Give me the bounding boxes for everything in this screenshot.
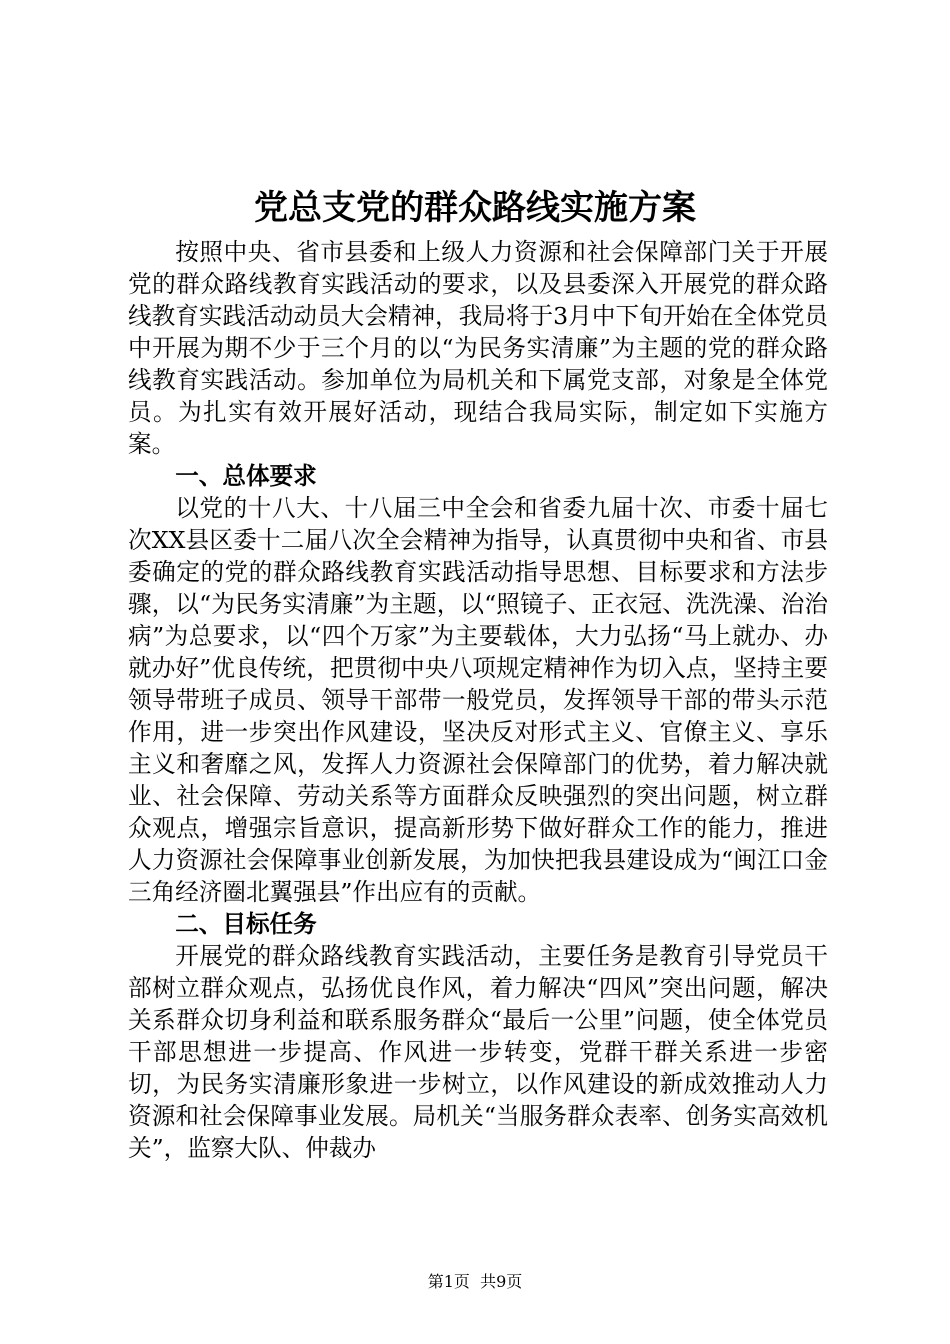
section-heading-general-requirements: 一、总体要求: [175, 462, 317, 490]
document-title: 党总支党的群众路线实施方案: [254, 188, 696, 228]
document-body: [128, 236, 828, 1164]
goals-tasks-paragraph: 开展党的群众路线教育实践活动，主要任务是教育引导党员干部树立群众观点，弘扬优良作风，着力解决“四风”突出问题，解决关系群众切身利益和联系服务群众“最后一公里”问题，使全体党员干部思想进一步提高、作风进一步转变，党群干群关系进一步密切，为民务实清廉形象进一步树立，以作风建设的新成效推动人力资源和社会保障事业发展。局机关“当服务群众表率、创务实高效机关”，监察大队、仲裁办: [128, 942, 828, 1162]
intro-paragraph: 按照中央、省市县委和上级人力资源和社会保障部门关于开展党的群众路线教育实践活动的要求，以及县委深入开展党的群众路线教育实践活动动员大会精神，我局将于3月中下旬开始在全体党员中开展为期不少于三个月的以“为民务实清廉”为主题的党的群众路线教育实践活动。参加单位为局机关和下属党支部，对象是全体党员。为扎实有效开展好活动，现结合我局实际，制定如下实施方案。: [128, 238, 828, 458]
page-footer: 第1页 共9页: [427, 1272, 523, 1291]
general-requirements-paragraph: 以党的十八大、十八届三中全会和省委九届十次、市委十届七次XX县区委十二届八次全会精神为指导，认真贯彻中央和省、市县委确定的党的群众路线教育实践活动指导思想、目标要求和方法步骤，以“为民务实清廉”为主题，以“照镜子、正衣冠、洗洗澡、治治病”为总要求，以“四个万家”为主要载体，大力弘扬“马上就办、办就办好”优良传统，把贯彻中央八项规定精神作为切入点，坚持主要领导带班子成员、领导干部带一般党员，发挥领导干部的带头示范作用，进一步突出作风建设，坚决反对形式主义、官僚主义、享乐主义和奢靡之风，发挥人力资源社会保障部门的优势，着力解决就业、社会保障、劳动关系等方面群众反映强烈的突出问题，树立群众观点，增强宗旨意识，提高新形势下做好群众工作的能力，推进人力资源社会保障事业创新发展，为加快把我县建设成为“闽江口金三角经济圈北翼强县”作出应有的贡献。: [128, 494, 828, 906]
section-heading-goals-tasks: 二、目标任务: [175, 910, 317, 938]
